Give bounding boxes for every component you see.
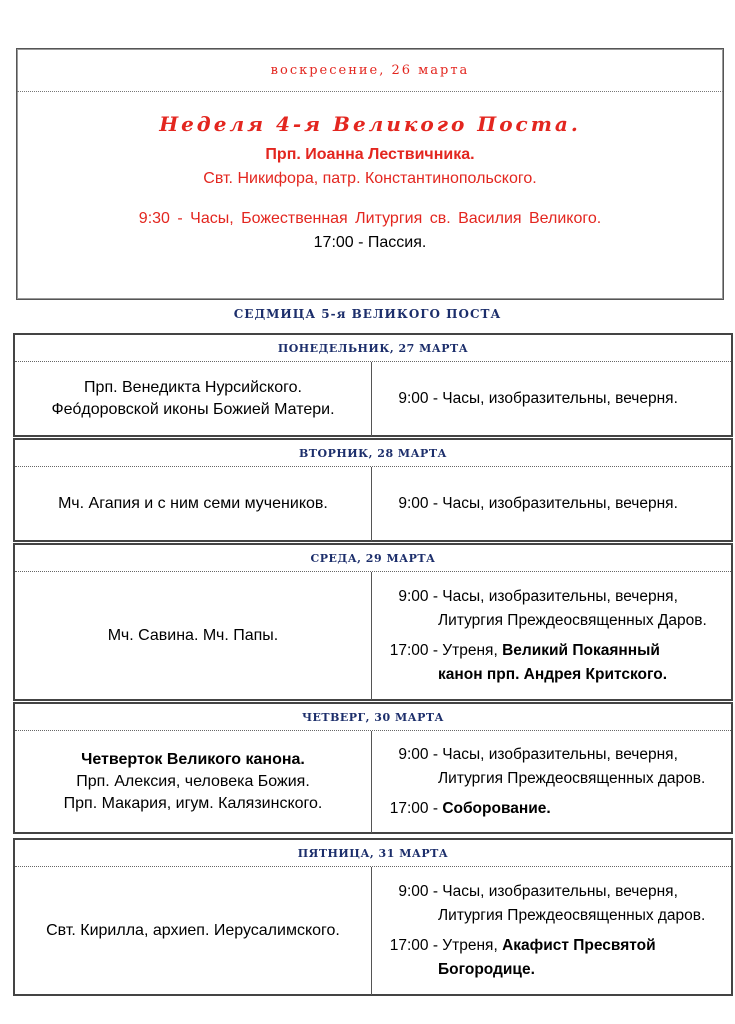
day-block-monday [13,333,733,437]
service-text: Утреня, [438,642,503,659]
service-continuation: Литургия Преждеосвященных даров. [438,907,706,924]
day-services [372,867,731,995]
sunday-service-liturgy: 9:30 - Часы, Божественная Литургия св. Василия Великого. [138,210,602,227]
day-header: ПОНЕДЕЛЬНИК, 27 МАРТА [15,335,731,362]
service-time: 17:00 - [389,642,438,659]
day-saints [15,467,372,541]
day-header: ПЯТНИЦА, 31 МАРТА [15,840,731,867]
service-time: 9:00 - [398,588,438,605]
day-header: ВТОРНИК, 28 МАРТА [15,440,731,467]
service-text-bold: Великий Покаянный [502,642,660,659]
service-line [382,743,731,791]
day-header: ЧЕТВЕРГ, 30 МАРТА [15,704,731,731]
service-continuation: Литургия Преждеосвященных даров. [438,770,706,787]
day-header: СРЕДА, 29 МАРТА [15,545,731,572]
service-continuation: канон прп. Андрея Критского. [438,666,668,683]
service-text: Часы, изобразительны, вечерня, [438,746,678,763]
service-time: 9:00 - [398,390,438,407]
service-line [382,880,731,928]
saint-line-bold: Четверток Великого канона. [81,751,305,768]
service-line [382,585,731,633]
sunday-service-passion: 17:00 - Пассия. [313,234,427,251]
service-line [382,797,731,821]
service-time: 9:00 - [398,495,438,512]
sunday-date-header: воскресение, 26 марта [17,49,723,92]
saint-line: Прп. Венедикта Нурсийского. [84,379,302,396]
day-services [372,572,731,700]
day-block-wednesday [13,543,733,701]
service-line [382,639,731,687]
day-saints [15,867,372,995]
service-text: Часы, изобразительны, вечерня. [438,495,678,512]
sunday-title: Неделя 4-я Великого Поста. [159,112,581,136]
sunday-block [16,48,724,300]
day-block-friday [13,838,733,996]
service-time: 17:00 - [389,937,438,954]
sunday-saint-second: Свт. Никифора, патр. Константинопольского. [203,170,537,187]
service-text: Часы, изобразительны, вечерня, [438,588,678,605]
service-text: Часы, изобразительны, вечерня, [438,883,678,900]
day-block-thursday [13,702,733,834]
day-services [372,467,731,541]
saint-line: Прп. Макария, игум. Калязинского. [63,795,323,812]
saint-line: Мч. Савина. Мч. Папы. [107,627,279,644]
day-saints [15,572,372,700]
saint-line: Феóдоровской иконы Божией Матери. [51,401,335,418]
day-saints [15,362,372,436]
day-services [372,362,731,436]
service-line [382,387,731,411]
sunday-saint-main: Прп. Иоанна Лествичника. [265,146,475,163]
saint-line: Прп. Алексия, человека Божия. [76,773,310,790]
service-time: 9:00 - [398,746,438,763]
service-text-bold: Акафист Пресвятой [502,937,656,954]
service-time: 17:00 - [389,800,438,817]
service-time: 9:00 - [398,883,438,900]
day-saints [15,731,372,833]
service-continuation: Литургия Преждеосвященных Даров. [438,612,707,629]
saint-line: Мч. Агапия и с ним семи мучеников. [58,495,328,512]
service-text-bold: Соборование. [442,800,551,817]
week-title: СЕДМИЦА 5-я ВЕЛИКОГО ПОСТА [233,307,502,321]
service-continuation: Богородице. [438,961,535,978]
saint-line: Свт. Кирилла, архиеп. Иерусалимского. [46,922,340,939]
service-text: Часы, изобразительны, вечерня. [438,390,678,407]
service-line [382,492,731,516]
service-line [382,934,731,982]
service-text: Утреня, [438,937,503,954]
day-block-tuesday [13,438,733,542]
day-services [372,731,731,833]
